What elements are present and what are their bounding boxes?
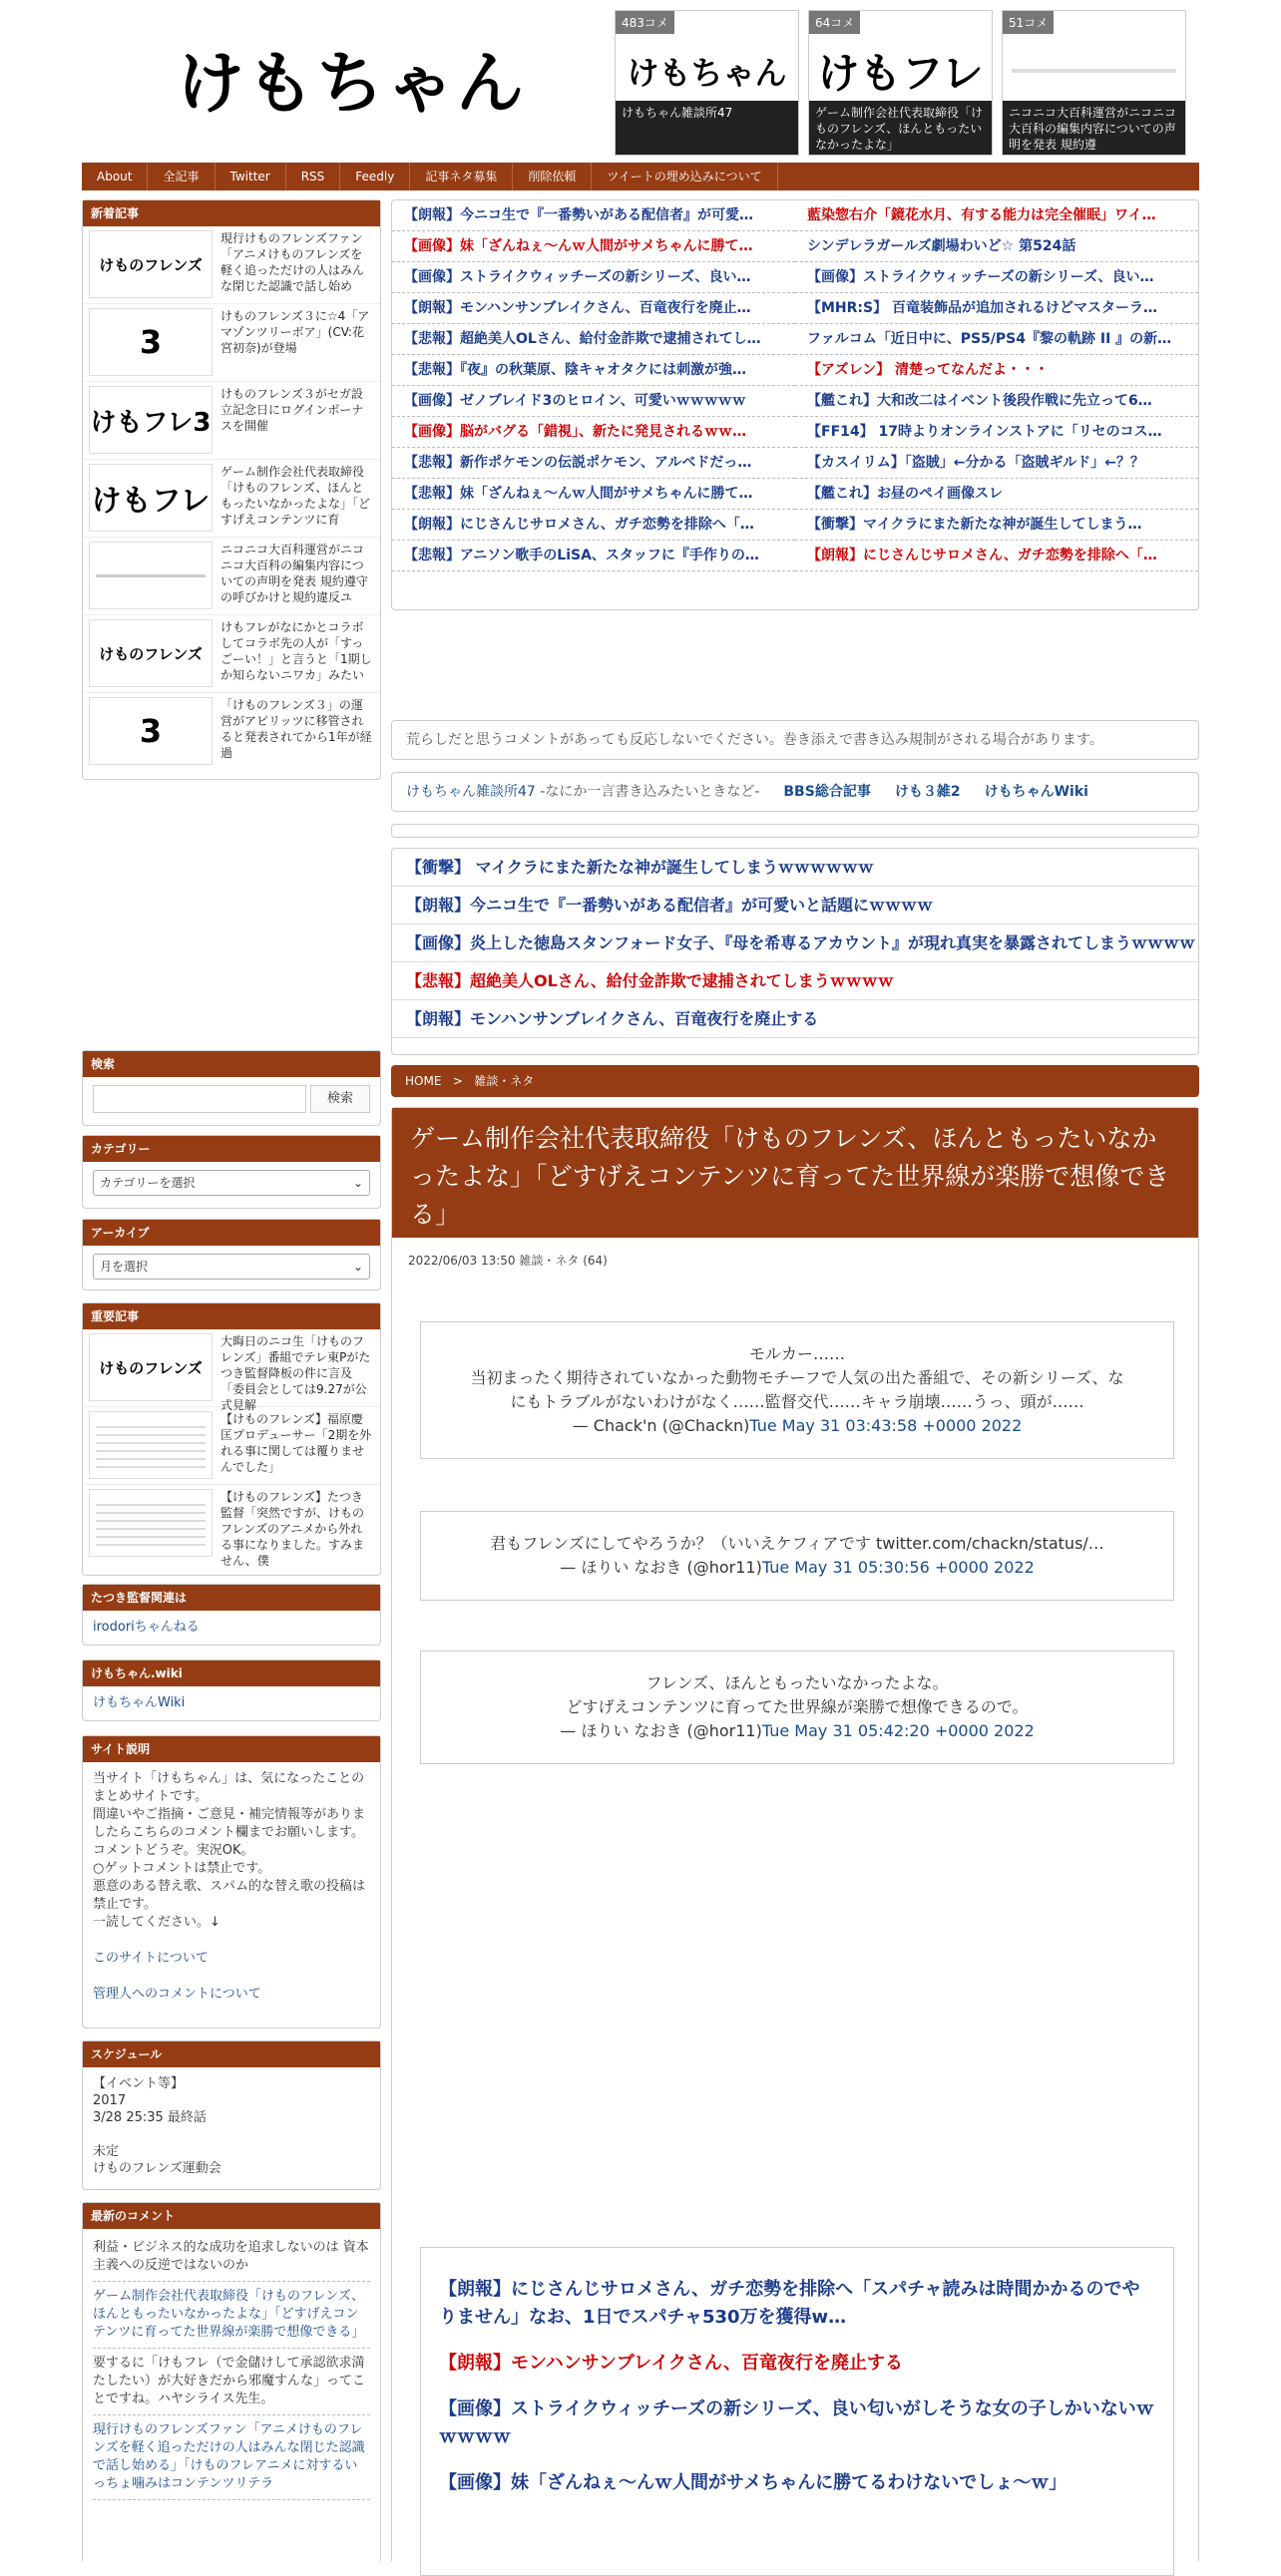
comment-article-link[interactable]: ゲーム制作会社代表取締役「けものフレンズ、ほんともったいなかったよな」「どすげえコンテンツに育ってた世界線が楽勝で想像できる」 bbox=[93, 2282, 370, 2349]
tweet-text: にもトラブルがないわけがなく……監督交代……キャラ崩壊……うっ、頭が…… bbox=[510, 1392, 1084, 1411]
bbs-summary-link[interactable]: BBS総合記事 bbox=[783, 784, 871, 800]
article-title[interactable]: 【けものフレンズ】福原慶匡プロデューサー「2期を外れる事に関しては覆りませんでした」 bbox=[220, 1412, 372, 1474]
pickup-thumbnail: けもちゃん bbox=[627, 54, 787, 92]
about-text: 悪意のある替え歌、スパム的な替え歌の投稿は禁止です。 bbox=[93, 1879, 366, 1912]
nav-all-articles[interactable]: 全記事 bbox=[148, 163, 214, 190]
rss-headline-link[interactable]: 【画像】炎上した徳島スタンフォード女子、『母を希専るアカウント』が現れ真実を暴露されてしまうｗｗｗｗ bbox=[392, 924, 1198, 962]
rss-grid bbox=[392, 200, 1198, 571]
search-form bbox=[83, 1077, 380, 1121]
pickup-card[interactable] bbox=[808, 10, 993, 156]
list-item[interactable] bbox=[83, 693, 380, 771]
rss-link[interactable]: 【FF14】 17時よりオンラインストアに「リセのコス… bbox=[795, 417, 1198, 448]
pickup-thumbnail: けもフレ bbox=[817, 49, 984, 98]
rss-link[interactable]: 【悲報】アニソン歌手のLiSA、スタッフに『手作りの… bbox=[392, 541, 795, 571]
pickup-caption: けもちゃん雑談所47 bbox=[616, 101, 798, 155]
article-title: ゲーム制作会社代表取締役「けものフレンズ、ほんともったいなかったよな」「どすげえコンテンツに育ってた世界線が楽勝で想像できる」 bbox=[392, 1108, 1198, 1238]
rss-headline-link[interactable]: 【朗報】モンハンサンブレイクさん、百竜夜行を廃止する bbox=[392, 1000, 1198, 1038]
rss-link[interactable]: 藍染惣右介「鏡花水月、有する能力は完全催眠」ワイ… bbox=[795, 200, 1198, 231]
rss-link[interactable]: 【画像】ゼノブレイド3のヒロイン、可愛いｗｗｗｗｗ bbox=[392, 386, 795, 417]
search-input[interactable] bbox=[93, 1085, 306, 1113]
rss-link[interactable]: 【衝撃】マイクラにまた新たな神が誕生してしまう… bbox=[795, 510, 1198, 541]
about-text: 当サイト「けもちゃん」は、気になったことのまとめサイトです。 bbox=[93, 1771, 365, 1804]
about-text: 一読してください。↓ bbox=[93, 1915, 220, 1930]
wiki-widget bbox=[82, 1659, 381, 1721]
tweet-timestamp-link[interactable]: Tue May 31 03:43:58 +0000 2022 bbox=[749, 1416, 1023, 1435]
nav-rss[interactable]: RSS bbox=[286, 163, 341, 190]
list-item[interactable] bbox=[83, 615, 380, 693]
rss-link[interactable]: 【画像】妹「ざんねぇ〜んｗ人間がサメちゃんに勝て… bbox=[392, 231, 795, 262]
tweet-timestamp-link[interactable]: Tue May 31 05:42:20 +0000 2022 bbox=[761, 1721, 1035, 1740]
schedule-spacer bbox=[93, 2126, 370, 2143]
schedule-line: 2017 bbox=[93, 2093, 127, 2108]
article-thumbnail: けもフレ bbox=[89, 464, 213, 532]
rss-link[interactable]: 【悲報】新作ポケモンの伝説ポケモン、アルベドだっ… bbox=[392, 448, 795, 479]
article-thumbnail bbox=[89, 542, 213, 609]
ad-placeholder bbox=[391, 824, 1199, 838]
category-select-value: カテゴリーを選択 bbox=[100, 1176, 196, 1190]
wiki-link[interactable]: けもちゃんWiki bbox=[984, 784, 1088, 800]
latest-comments-widget bbox=[82, 2202, 381, 2561]
chat-thread-label: けもちゃん雑談所47 bbox=[406, 784, 536, 800]
widget-title: アーカイブ bbox=[83, 1220, 380, 1246]
list-item[interactable] bbox=[83, 1329, 380, 1412]
rss-link[interactable]: 【艦これ】大和改二はイベント後段作戦に先立って6… bbox=[795, 386, 1198, 417]
admin-comment-link[interactable]: 管理人へのコメントについて bbox=[93, 1987, 261, 2002]
tweet-author: — ほりい なおき (@hor11) bbox=[560, 1721, 762, 1740]
related-article-link[interactable]: 【朗報】にじさんじサロメさん、ガチ恋勢を排除へ「スパチャ読みは時間かかるのでやりません」なお、1日でスパチャ530万を獲得w… bbox=[439, 2279, 1140, 2328]
category-select[interactable] bbox=[93, 1170, 370, 1196]
tatsuki-widget bbox=[82, 1584, 381, 1646]
about-site-link[interactable]: このサイトについて bbox=[93, 1951, 209, 1966]
breadcrumb-home[interactable]: HOME bbox=[405, 1074, 442, 1088]
related-article-link[interactable]: 【朗報】モンハンサンブレイクさん、百竜夜行を廃止する bbox=[439, 2353, 903, 2374]
article bbox=[391, 1107, 1199, 2561]
rss-headline-link[interactable]: 【衝撃】 マイクラにまた新たな神が誕生してしまうｗｗｗｗｗｗ bbox=[392, 849, 1198, 887]
comment-count-badge: 64コメ bbox=[809, 11, 860, 34]
search-button[interactable]: 検索 bbox=[310, 1085, 370, 1113]
nav-twitter[interactable]: Twitter bbox=[215, 163, 286, 190]
list-item[interactable] bbox=[83, 460, 380, 538]
related-article-link[interactable]: 【画像】ストライクウィッチーズの新シリーズ、良い匂いがしそうな女の子しかいないｗｗｗｗｗ bbox=[439, 2398, 1154, 2447]
list-item[interactable] bbox=[83, 304, 380, 382]
tweet-text: 当初まったく期待されていなかった動物モチーフで人気の出た番組で、その新シリーズ、な bbox=[470, 1368, 1124, 1387]
article-title[interactable]: けものフレンズ３がセガ設立記念日にログインボーナスを開催 bbox=[220, 387, 364, 433]
comment-notice: 荒らしだと思うコメントがあっても反応しないでください。巻き添えで書き込み規制がされる場合があります。 bbox=[391, 720, 1199, 760]
comment-count-badge: 51コメ bbox=[1003, 11, 1054, 34]
rss-link[interactable]: 【悲報】『夜』の秋葉原、陰キャオタクには刺激が強… bbox=[392, 355, 795, 386]
rss-link[interactable]: 【朗報】今ニコ生で『一番勢いがある配信者』が可愛… bbox=[392, 200, 795, 231]
article-thumbnail: 3 bbox=[89, 308, 213, 376]
chevron-down-icon: ⌄ bbox=[352, 1176, 363, 1190]
search-widget bbox=[82, 1050, 381, 1126]
article-title[interactable]: けものフレンズ３に☆4「アマゾンツリーボア」(CV:花宮初奈)が登場 bbox=[220, 309, 370, 355]
widget-title: たつき監督関連は bbox=[83, 1585, 380, 1611]
comment-article-link[interactable]: 現行けものフレンズファン「アニメけものフレンズを軽く追っただけの人はみんな閉じた認識で話し始める」「けものフレアニメに対するいっちょ噛みはコンテンツリテラ bbox=[93, 2415, 370, 2500]
comment-item: 要するに「けもフレ（で金儲けして承認欲求満たしたい）が大好きだから邪魔すんな」ってことですね。ハヤシライス先生。 bbox=[93, 2349, 370, 2415]
rss-feed-box bbox=[391, 199, 1199, 610]
rss-headline-list bbox=[391, 848, 1199, 1055]
tweet-text: どすげえコンテンツに育ってた世界線が楽勝で想像できるので。 bbox=[566, 1697, 1029, 1716]
schedule-line: けものフレンズ運動会 bbox=[93, 2161, 221, 2176]
rss-link[interactable]: 【朗報】にじさんじサロメさん、ガチ恋勢を排除へ「… bbox=[795, 541, 1198, 571]
new-articles-widget bbox=[82, 199, 381, 780]
global-nav bbox=[82, 163, 1199, 190]
article-title[interactable]: 【けものフレンズ】たつき監督「突然ですが、けものフレンズのアニメから外れる事になりました。すみません、僕 bbox=[220, 1490, 365, 1568]
rss-link[interactable]: 【朗報】モンハンサンブレイクさん、百竜夜行を廃止… bbox=[392, 293, 795, 324]
archive-select[interactable] bbox=[93, 1254, 370, 1280]
article-title[interactable]: ゲーム制作会社代表取締役「けものフレンズ、ほんともったいなかったよな」「どすげえコンテンツに育 bbox=[220, 465, 371, 527]
article-thumbnail bbox=[89, 1489, 213, 1557]
article-thumbnail: けものフレンズ bbox=[89, 230, 213, 298]
widget-title: スケジュール bbox=[83, 2041, 380, 2067]
chat-thread-note: -なにか一言書き込みたいときなど- bbox=[540, 784, 760, 800]
article-title[interactable]: 大晦日のニコ生「けものフレンズ」番組でテレ東Pがたつき監督降板の件に言及 「委員会としては9.27が公式見解 bbox=[220, 1334, 371, 1412]
comment-item: 利益・ビジネス的な成功を追求しないのは 資本主義への反逆ではないのか bbox=[93, 2233, 370, 2282]
nav-about[interactable]: About bbox=[82, 163, 148, 190]
related-articles bbox=[420, 2247, 1174, 2576]
nav-tweet-embed[interactable]: ツイートの埋め込みについて bbox=[592, 163, 777, 190]
list-item[interactable] bbox=[83, 1407, 380, 1485]
list-item[interactable] bbox=[83, 382, 380, 460]
rss-link[interactable]: ファルコム「近日中に、PS5/PS4『黎の軌跡 II 』の新… bbox=[795, 324, 1198, 355]
schedule-line: 【イベント等】 bbox=[93, 2076, 185, 2091]
rss-link[interactable]: 【画像】ストライクウィッチーズの新シリーズ、良い… bbox=[392, 262, 795, 293]
rss-link[interactable]: 【カスイリム】「盗賊」←分かる「盗賊ギルド」←？？ bbox=[795, 448, 1198, 479]
rss-link[interactable]: 【悲報】超絶美人OLさん、給付金詐欺で逮捕されてし… bbox=[392, 324, 795, 355]
schedule-line: 3/28 25:35 最終話 bbox=[93, 2110, 207, 2125]
chat-thread-link[interactable] bbox=[406, 773, 759, 811]
archive-widget bbox=[82, 1219, 381, 1290]
kemo3-chat-link[interactable]: けも３雑2 bbox=[894, 784, 961, 800]
article-title[interactable]: けもフレがなにかとコラボしてコラボ先の人が「すっごーい！」と言うと「1期しか知らないニワカ」みたい bbox=[220, 620, 372, 682]
site-logo[interactable]: けもちゃん bbox=[177, 45, 527, 124]
breadcrumb-category[interactable]: 雑談・ネタ bbox=[474, 1074, 535, 1088]
rss-link[interactable]: 【MHR:S】 百竜装飾品が追加されるけどマスターラ… bbox=[795, 293, 1198, 324]
list-item[interactable] bbox=[83, 538, 380, 615]
article-title[interactable]: 現行けものフレンズファン「アニメけものフレンズを軽く追っただけの人はみんな閉じた認識で話し始め bbox=[220, 231, 365, 293]
related-article-link[interactable]: 【画像】妹「ざんねぇ〜んｗ人間がサメちゃんに勝てるわけないでしょ〜ｗ」 bbox=[439, 2472, 1068, 2493]
tweet-text: モルカー…… bbox=[748, 1344, 845, 1363]
widget-title: 新着記事 bbox=[83, 200, 380, 226]
article-title[interactable]: ニコニコ大百科運営がニコニコ大百科の編集内容についての声明を発表 規約遵守の呼びかけと規約違反ユ bbox=[220, 543, 368, 604]
embedded-tweet bbox=[420, 1651, 1174, 1764]
about-text: 間違いやご指摘・ご意見・補完情報等がありましたらこちらのコメント欄までお願いします。 bbox=[93, 1807, 366, 1840]
widget-title: けもちゃん.wiki bbox=[83, 1660, 380, 1686]
article-thumbnail: けものフレンズ bbox=[89, 619, 213, 687]
rss-link[interactable]: 【画像】ストライクウィッチーズの新シリーズ、良い… bbox=[795, 262, 1198, 293]
about-text: コメントどうぞ。実況OK。 bbox=[93, 1843, 254, 1858]
rss-link[interactable]: 【艦これ】お昼のペイ画像スレ bbox=[795, 479, 1198, 510]
pickup-thumbnail bbox=[1003, 33, 1185, 109]
pickup-caption: ゲーム制作会社代表取締役「けものフレンズ、ほんともったいなかったよな」 bbox=[809, 101, 992, 155]
rss-link[interactable]: 【アズレン】 清楚ってなんだよ・・・ bbox=[795, 355, 1198, 386]
widget-title: カテゴリー bbox=[83, 1136, 380, 1162]
bbs-links-bar bbox=[391, 772, 1199, 812]
tweet-author: — ほりい なおき (@hor11) bbox=[560, 1558, 762, 1577]
breadcrumb-separator: > bbox=[452, 1074, 463, 1088]
rss-headline-link[interactable]: 【朗報】今ニコ生で『一番勢いがある配信者』が可愛いと話題にｗｗｗｗ bbox=[392, 887, 1198, 924]
article-thumbnail: 3 bbox=[89, 697, 213, 765]
nav-feedly[interactable]: Feedly bbox=[340, 163, 410, 190]
tweet-author: — Chack'n (@Chackn) bbox=[572, 1416, 750, 1435]
about-widget bbox=[82, 1735, 381, 2028]
article-thumbnail bbox=[89, 1411, 213, 1479]
widget-title: 最新のコメント bbox=[83, 2203, 380, 2229]
article-thumbnail: けものフレンズ bbox=[89, 1333, 213, 1401]
pickup-card[interactable] bbox=[615, 10, 799, 156]
list-item[interactable] bbox=[83, 1485, 380, 1568]
tweet-timestamp-link[interactable]: Tue May 31 05:30:56 +0000 2022 bbox=[761, 1558, 1035, 1577]
tweet-text: 君もフレンズにしてやろうか？（いいえケフィアです twitter.com/chackn/status/… bbox=[490, 1534, 1104, 1553]
category-widget bbox=[82, 1135, 381, 1209]
wiki-link[interactable]: けもちゃんWiki bbox=[93, 1695, 186, 1710]
important-articles-widget bbox=[82, 1302, 381, 1576]
article-thumbnail: けもフレ3 bbox=[89, 386, 213, 454]
widget-title: 重要記事 bbox=[83, 1303, 380, 1329]
widget-title: サイト説明 bbox=[83, 1736, 380, 1762]
archive-select-value: 月を選択 bbox=[100, 1260, 149, 1274]
chevron-down-icon: ⌄ bbox=[352, 1260, 363, 1274]
rss-headline-link[interactable]: 【悲報】超絶美人OLさん、給付金詐欺で逮捕されてしまうｗｗｗｗ bbox=[392, 962, 1198, 1000]
nav-topic-request[interactable]: 記事ネタ募集 bbox=[410, 163, 513, 190]
nav-delete-request[interactable]: 削除依頼 bbox=[513, 163, 592, 190]
schedule-line: 未定 bbox=[93, 2144, 120, 2159]
tweet-text: フレンズ、ほんともったいなかったよな。 bbox=[645, 1673, 949, 1692]
list-item[interactable] bbox=[83, 226, 380, 304]
article-meta: 2022/06/03 13:50 雑談・ネタ (64) bbox=[408, 1254, 608, 1268]
comment-count-badge: 483コメ bbox=[616, 11, 674, 34]
widget-title: 検索 bbox=[83, 1051, 380, 1077]
pickup-caption: ニコニコ大百科運営がニコニコ大百科の編集内容についての声明を発表 規約遵 bbox=[1003, 101, 1185, 155]
rss-link[interactable]: 【朗報】にじさんじサロメさん、ガチ恋勢を排除へ「… bbox=[392, 510, 795, 541]
rss-link[interactable]: 【悲報】妹「ざんねぇ〜んｗ人間がサメちゃんに勝て… bbox=[392, 479, 795, 510]
about-text: ○ゲットコメントは禁止です。 bbox=[93, 1861, 271, 1876]
rss-link[interactable]: 【画像】脳がバグる「錯視」、新たに発見されるｗｗ… bbox=[392, 417, 795, 448]
embedded-tweet bbox=[420, 1321, 1174, 1459]
site-header bbox=[82, 0, 1199, 160]
breadcrumb bbox=[391, 1065, 1199, 1097]
schedule-widget bbox=[82, 2040, 381, 2190]
embedded-tweet bbox=[420, 1511, 1174, 1601]
article-title[interactable]: 「けものフレンズ３」の運営がアピリッツに移管されると発表されてから1年が経過 bbox=[220, 698, 372, 760]
pickup-card[interactable] bbox=[1002, 10, 1186, 156]
rss-link[interactable]: シンデレラガールズ劇場わいど☆ 第524話 bbox=[795, 231, 1198, 262]
irodori-link[interactable]: irodoriちゃんねる bbox=[93, 1620, 200, 1635]
